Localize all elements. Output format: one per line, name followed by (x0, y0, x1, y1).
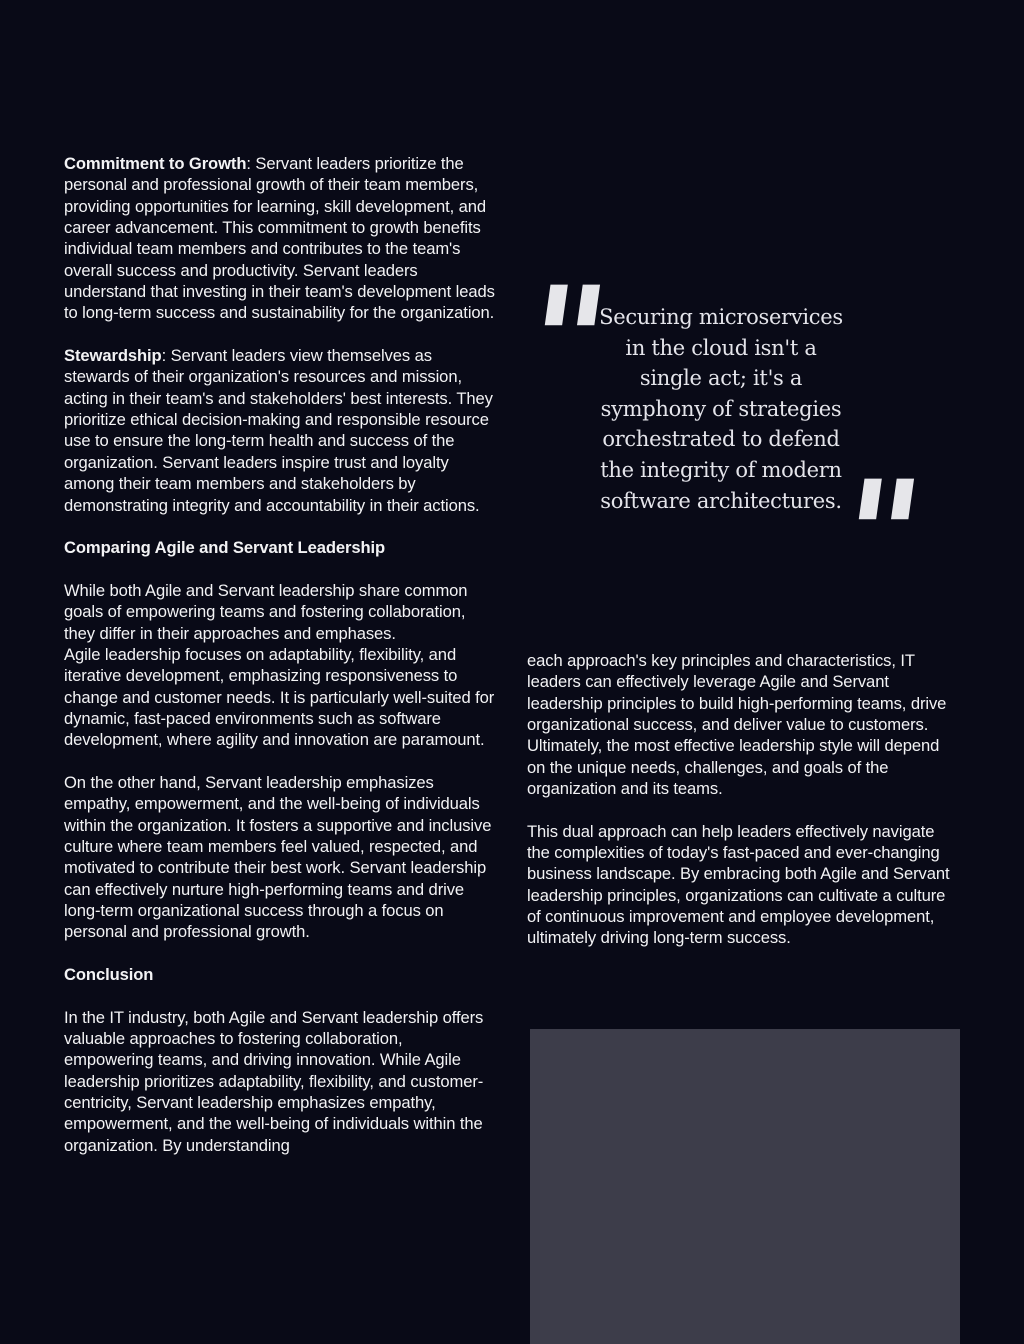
right-paragraph-2: This dual approach can help leaders effectively navigate the complexities of today's fast-paced and ever-changing business landscape. By embracing both Agile and Servant leadership principles, organizations can cultivate a culture of continuous improvement and employee development, ultimately driving long-term success. (527, 821, 950, 948)
right-text-column (527, 650, 952, 949)
open-quote-icon: " (515, 256, 619, 430)
stewardship-paragraph (64, 345, 496, 516)
comparing-heading (64, 537, 496, 558)
comparing-paragraph-2: Agile leadership focuses on adaptability, flexibility, and iterative development, emphasizing responsiveness to change and customer needs. It is particularly well-suited for dynamic, fast-paced environments such as software development, where agility and innovation are paramount. (64, 644, 495, 750)
comparing-paragraph-3: On the other hand, Servant leadership emphasizes empathy, empowerment, and the well-being of individuals within the organization. It fosters a supportive and inclusive culture where team members feel valued, respected, and motivated to contribute their best work. Servant leadership can effectively nurture high-performing teams and drive long-term organizational success through a focus on personal and professional growth. (64, 772, 492, 942)
growth-heading: Commitment to Growth (64, 154, 247, 173)
growth-paragraph (64, 153, 496, 324)
conclusion-heading (64, 964, 496, 985)
comparing-heading-text: Comparing Agile and Servant Leadership (64, 538, 386, 558)
close-quote-icon: " (829, 450, 933, 624)
stewardship-heading: Stewardship (64, 346, 162, 366)
right-paragraph-1: each approach's key principles and characteristics, IT leaders can effectively leverage Agile and Servant leadership principles to build high-performing teams, drive organizational success, and deliver value to customers. Ultimately, the most effective leadership style will depend on the unique needs, challenges, and goals of the organization and its teams. (527, 651, 947, 799)
growth-body: : Servant leaders prioritize the personal and professional growth of their team members, providing opportunities for learning, skill development, and career advancement. This commitment to growth benefits individual team members and contributes to the team's overall success and productivity. Servant leaders understand that investing in their team's development leads to long-term success and sustainability for the organization. (64, 154, 495, 323)
image-placeholder (530, 1029, 960, 1344)
stewardship-body: : Servant leaders view themselves as stewards of their organization's resources and mission, acting in their team's and stakeholders' best interests. They prioritize ethical decision-making and responsible resource use to ensure the long-term health and success of the organization. Servant leaders inspire trust and loyalty among their team members and stakeholders by demonstrating integrity and accountability in their actions. (64, 346, 493, 515)
comparing-paragraph-1: While both Agile and Servant leadership share common goals of empowering teams and fostering collaboration, they differ in their approaches and emphases. (64, 580, 468, 643)
conclusion-heading-text: Conclusion (64, 965, 154, 985)
conclusion-paragraph: In the IT industry, both Agile and Servant leadership offers valuable approaches to fostering collaboration, empowering teams, and driving innovation. While Agile leadership prioritizes adaptability, flexibility, and customer-centricity, Servant leadership emphasizes empathy, empowerment, and the well-being of individuals within the organization. By understanding (64, 1007, 484, 1155)
pull-quote: Securing microservices in the cloud isn't a single act; it's a symphony of strategies orchestrated to defend the integrity of modern software architectures. (599, 305, 843, 513)
left-text-column (64, 153, 496, 1156)
